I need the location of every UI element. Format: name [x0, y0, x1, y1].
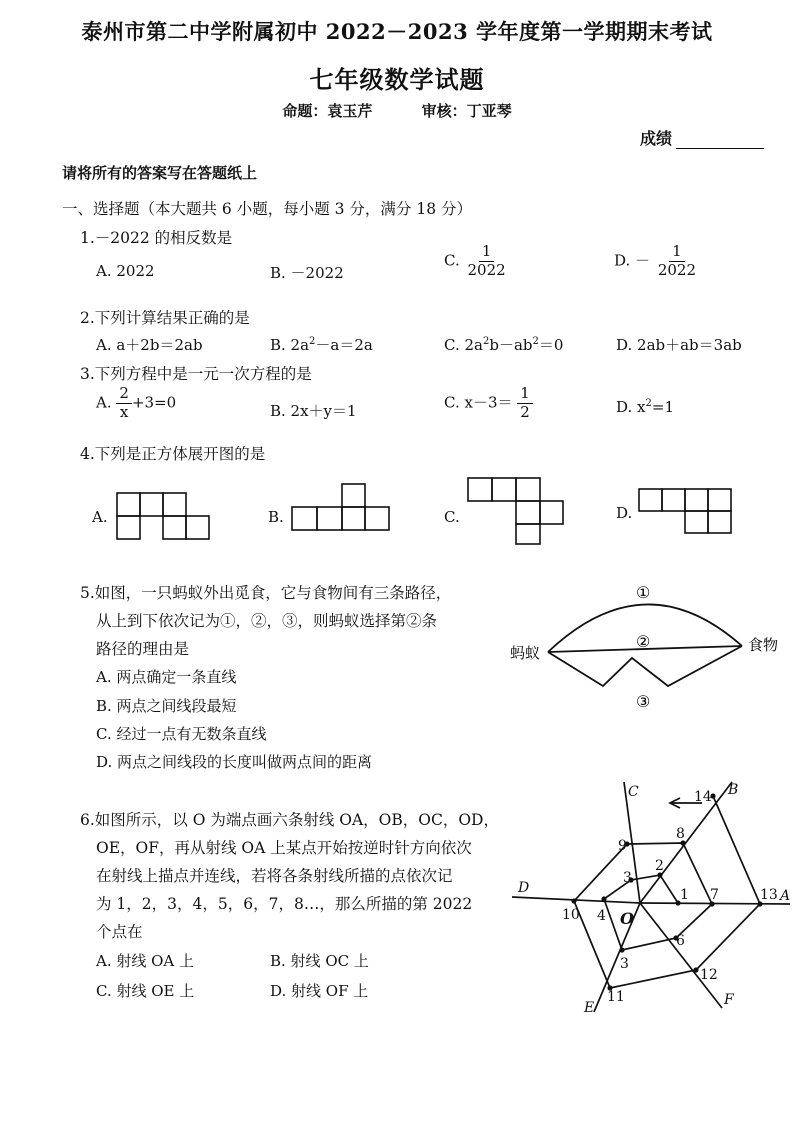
- score-blank-line: [676, 132, 764, 149]
- q4-option-b-label: B.: [268, 508, 284, 526]
- q3-option-b: B. 2x＋y＝1: [270, 402, 357, 420]
- q4-option-d-label: D.: [616, 504, 633, 522]
- ray-a-label: A: [780, 888, 791, 904]
- point-label-3: 3: [623, 870, 632, 886]
- point-label-7: 7: [710, 887, 719, 903]
- q2-b-pre: B. 2a: [270, 336, 310, 354]
- point-label-1: 1: [680, 887, 689, 903]
- q2-c-exponent-1: 2: [482, 336, 490, 347]
- q4-option-c-label: C.: [444, 508, 460, 526]
- q6-stem-line-1: 6.如图所示，以 O 为端点画六条射线 OA，OB，OC，OD，: [80, 811, 499, 829]
- ray-oa: [640, 903, 790, 904]
- net-option-a: [117, 493, 209, 539]
- school-exam-title: 泰州市第二中学附属初中 2022－2023 学年度第一学期期末考试: [81, 19, 713, 44]
- q5-option-d: D. 两点之间线段的长度叫做两点间的距离: [96, 753, 373, 771]
- q2-c-exponent-2: 2: [532, 336, 539, 347]
- point-label-2: 2: [655, 858, 664, 874]
- food-label: 食物: [748, 636, 779, 654]
- q5-stem-line-2: 从上到下依次记为①，②，③，则蚂蚁选择第②条: [96, 612, 438, 630]
- point-label-11: 11: [607, 989, 625, 1005]
- q4-option-a-label: A.: [92, 508, 108, 526]
- q6-option-d: D. 射线 OF 上: [270, 982, 369, 1000]
- q6-stem-line-2: OE，OF，再从射线 OA 上某点开始按逆时针方向依次: [96, 839, 472, 857]
- q2-option-b: [270, 334, 373, 355]
- rays-spiral-figure: [500, 772, 794, 1020]
- q6-stem-line-5: 个点在: [96, 923, 143, 941]
- q6-stem-line-4: 为 1，2，3，4，5，6，7，8…，那么所描的第 2022: [96, 895, 473, 913]
- ant-label: 蚂蚁: [510, 644, 541, 662]
- path-1-label: ①: [636, 583, 651, 602]
- q3-stem: 3.下列方程中是一元一次方程的是: [80, 365, 312, 383]
- ray-e-label: E: [584, 1000, 595, 1016]
- q5-stem-line-1: 5.如图，一只蚂蚁外出觅食，它与食物间有三条路径，: [80, 584, 452, 602]
- point-label-10: 10: [562, 907, 580, 923]
- point-label-8: 8: [676, 826, 685, 842]
- q4-stem: 4.下列是正方体展开图的是: [80, 445, 266, 463]
- q3-option-d: [616, 398, 674, 416]
- q6-option-a: A. 射线 OA 上: [96, 952, 195, 970]
- q3-a-denominator: x: [119, 402, 129, 421]
- ray-f-label: F: [724, 992, 734, 1008]
- q2-b-exponent: 2: [309, 336, 316, 347]
- point-label-5: 3: [620, 956, 629, 972]
- q1-d-numerator: 1: [669, 244, 685, 262]
- answer-instruction: 请将所有的答案写在答题纸上: [62, 164, 258, 182]
- q3-a-post: +3=0: [131, 393, 177, 412]
- q5-option-b: B. 两点之间线段最短: [96, 697, 237, 715]
- q3-c-fraction: [517, 386, 533, 421]
- spiral-path: [574, 796, 760, 988]
- score-field: [640, 126, 764, 149]
- q1-option-b: B. －2022: [270, 264, 344, 282]
- q2-option-c: [444, 334, 563, 355]
- q1-c-denominator: 2022: [467, 260, 506, 279]
- ray-ob: [640, 782, 732, 903]
- q2-c-post: ＝0: [538, 336, 564, 354]
- q1-d-denominator: 2022: [657, 260, 696, 279]
- q3-c-pre: C. x－3＝: [444, 393, 513, 412]
- ray-b-label: B: [728, 782, 739, 798]
- score-label: 成绩: [640, 129, 673, 148]
- q1-option-c-label: C.: [444, 251, 460, 270]
- q5-stem-line-3: 路径的理由是: [96, 640, 190, 658]
- q1-c-numerator: 1: [479, 244, 495, 262]
- q2-option-a: A. a＋2b＝2ab: [96, 336, 203, 354]
- q1-stem: 1.－2022 的相反数是: [80, 229, 233, 247]
- authors-line: [0, 100, 794, 121]
- q3-option-a: [96, 386, 176, 421]
- ray-d-label: D: [518, 880, 530, 896]
- cube-net-figures: [0, 470, 794, 550]
- point-label-12: 12: [700, 967, 718, 983]
- q3-d-exponent: 2: [645, 398, 652, 409]
- q2-c-pre: C. 2a: [444, 336, 483, 354]
- q5-option-a: A. 两点确定一条直线: [96, 668, 237, 686]
- ant-paths-figure: [500, 574, 794, 714]
- q3-d-pre: D. x: [616, 398, 646, 416]
- reviewer-text: 审核：丁亚琴: [421, 102, 512, 120]
- ray-c-label: C: [628, 784, 639, 800]
- point-label-13: 13: [760, 887, 778, 903]
- q1-option-c: [444, 244, 509, 279]
- q1-option-d-label: D. －: [614, 251, 651, 270]
- q1-option-d: [614, 244, 699, 279]
- q1-option-c-fraction: [465, 244, 509, 279]
- q3-option-c: [444, 386, 533, 421]
- q3-d-post: =1: [651, 398, 674, 416]
- q3-c-denominator: 2: [520, 402, 530, 421]
- path-2-label: ②: [636, 632, 651, 651]
- point-label-4: 4: [597, 908, 606, 924]
- q2-c-mid: b－ab: [489, 336, 533, 354]
- q2-option-d: D. 2ab＋ab＝3ab: [616, 336, 742, 354]
- q3-a-fraction: [116, 386, 132, 421]
- path-3-label: ③: [636, 692, 651, 711]
- net-option-d: [639, 489, 731, 533]
- section-title: 一、选择题（本大题共 6 小题，每小题 3 分，满分 18 分）: [62, 200, 473, 218]
- subject-title: 七年级数学试题: [309, 65, 485, 94]
- q6-option-c: C. 射线 OE 上: [96, 982, 195, 1000]
- origin-label: O: [620, 909, 634, 928]
- point-label-9: 9: [618, 838, 627, 854]
- net-option-b: [292, 484, 389, 530]
- point-label-14: 14: [694, 789, 712, 805]
- q2-b-post: －a＝2a: [315, 336, 373, 354]
- q3-a-label: A.: [96, 393, 112, 412]
- q3-a-numerator: 2: [116, 386, 132, 404]
- q6-option-b: B. 射线 OC 上: [270, 952, 369, 970]
- q3-c-numerator: 1: [517, 386, 533, 404]
- q2-stem: 2.下列计算结果正确的是: [80, 309, 250, 327]
- q1-option-d-fraction: [655, 244, 699, 279]
- net-option-c: [468, 478, 563, 544]
- point-label-6: 6: [676, 933, 685, 949]
- q5-option-c: C. 经过一点有无数条直线: [96, 725, 267, 743]
- q6-stem-line-3: 在射线上描点并连线，若将各条射线所描的点依次记: [96, 867, 453, 885]
- author-text: 命题：袁玉芹: [282, 102, 373, 120]
- q1-option-a: A. 2022: [96, 262, 155, 280]
